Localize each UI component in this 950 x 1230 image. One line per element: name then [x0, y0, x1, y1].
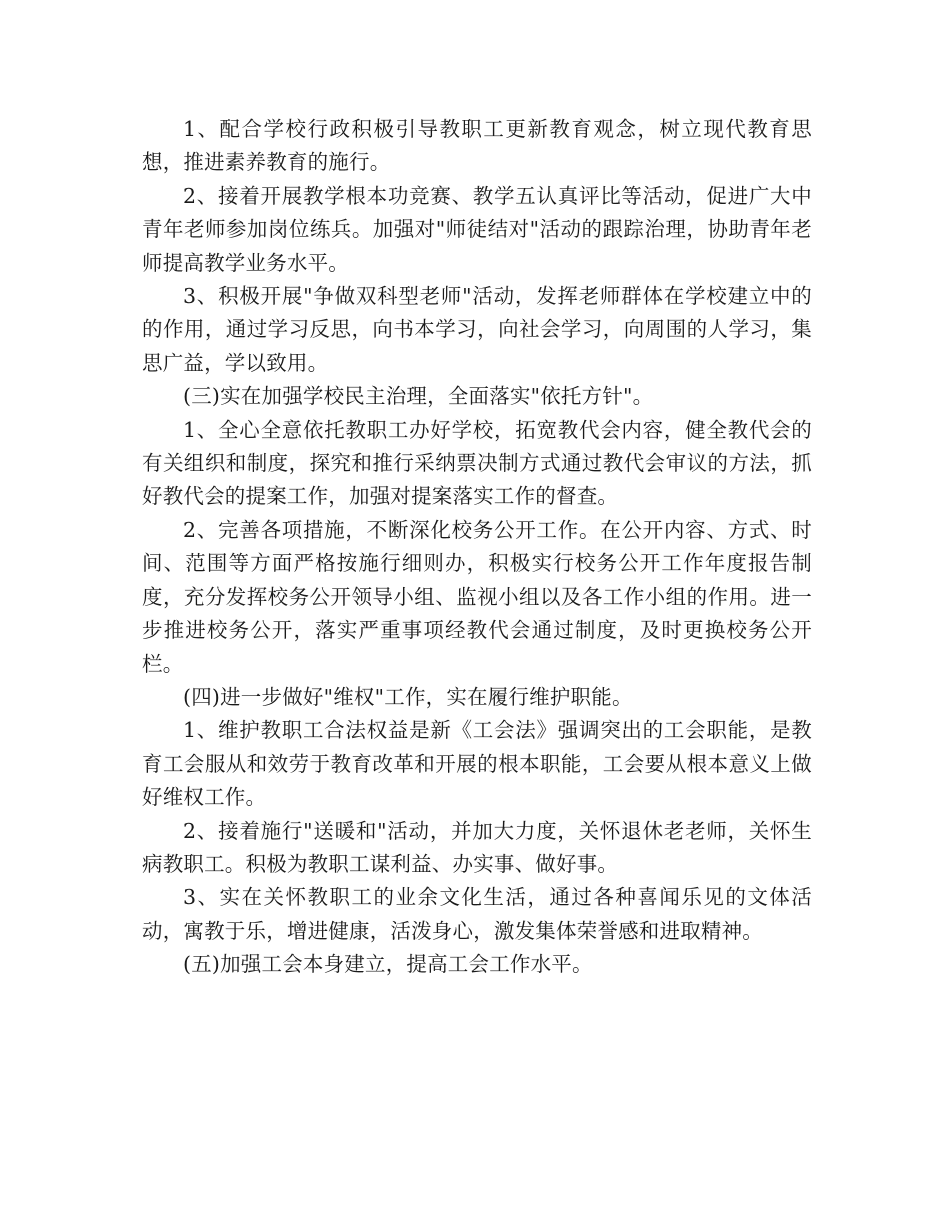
paragraph: 3、积极开展"争做双科型老师"活动，发挥老师群体在学校建立中的的作用，通过学习反思，向书本学习，向社会学习，向周围的人学习，集思广益，学以致用。 — [142, 284, 812, 375]
paragraph: 2、接着开展教学根本功竞赛、教学五认真评比等活动，促进广大中青年老师参加岗位练兵。加强对"师徒结对"活动的跟踪治理，协助青年老师提高教学业务水平。 — [142, 183, 812, 275]
paragraph: 1、全心全意依托教职工办好学校，拓宽教代会内容，健全教代会的有关组织和制度，探究和推行采纳票决制方式通过教代会审议的方法，抓好教代会的提案工作，加强对提案落实工作的督查。 — [142, 417, 812, 509]
section-heading: (四)进一步做好"维权"工作，实在履行维护职能。 — [183, 684, 633, 709]
paragraph: 2、完善各项措施，不断深化校务公开工作。在公开内容、方式、时间、范围等方面严格按施行细则办，积极实行校务公开工作年度报告制度，充分发挥校务公开领导小组、监视小组以及各工作小组的作用。进一步推进校务公开，落实严重事项经教代会通过制度，及时更换校务公开栏。 — [142, 517, 812, 676]
section-heading: (五)加强工会本身建立，提高工会工作水平。 — [183, 952, 593, 977]
paragraph: 2、接着施行"送暖和"活动，并加大力度，关怀退休老老师，关怀生病教职工。积极为教职工谋利益、办实事、做好事。 — [142, 818, 812, 876]
document-body — [142, 113, 812, 982]
paragraph: 3、实在关怀教职工的业余文化生活，通过各种喜闻乐见的文体活动，寓教于乐，增进健康，活泼身心，激发集体荣誉感和进取精神。 — [142, 885, 812, 943]
section-heading: (三)实在加强学校民主治理，全面落实"依托方针"。 — [183, 384, 654, 409]
paragraph: 1、配合学校行政积极引导教职工更新教育观念，树立现代教育思想，推进素养教育的施行。 — [142, 117, 812, 175]
paragraph: 1、维护教职工合法权益是新《工会法》强调突出的工会职能，是教育工会服从和效劳于教育改革和开展的根本职能，工会要从根本意义上做好维权工作。 — [142, 718, 812, 810]
